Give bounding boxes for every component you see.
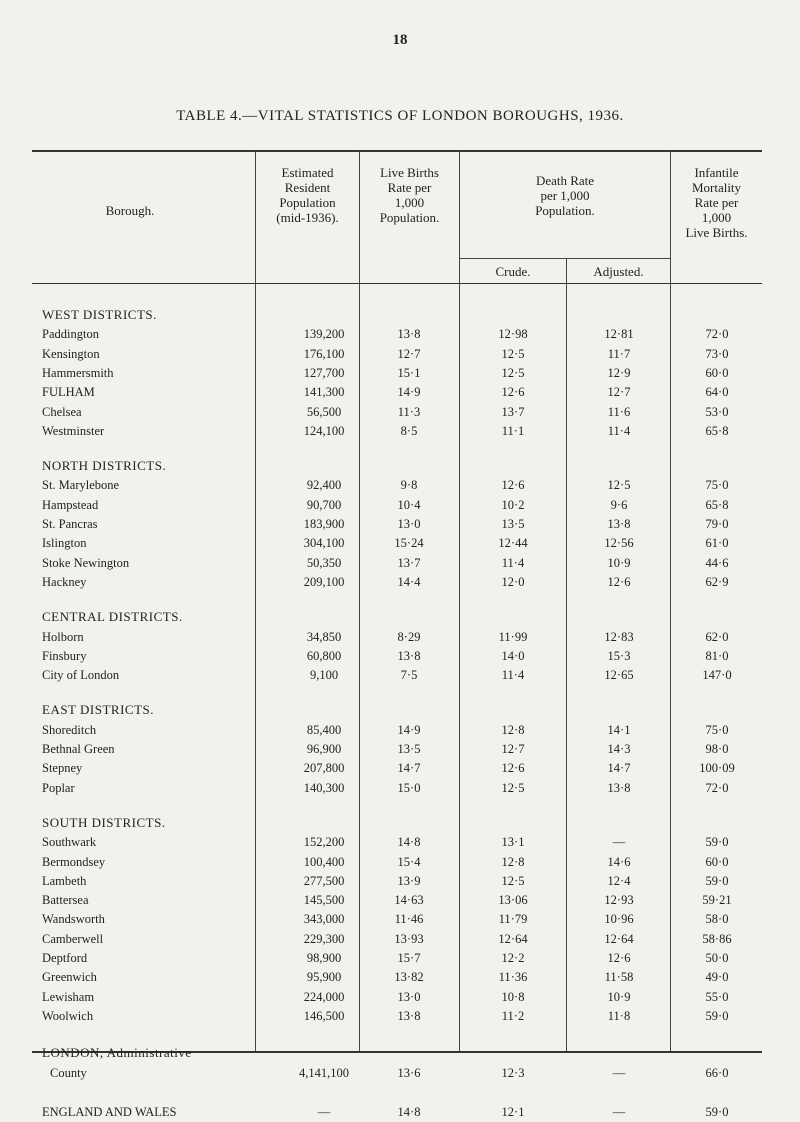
value-adj: 13·8 bbox=[607, 517, 631, 531]
value-pop: 124,100 bbox=[303, 423, 345, 438]
value-births: 9·8 bbox=[400, 478, 418, 493]
value-crude: 13·06 bbox=[498, 893, 528, 908]
header-births-line: Live Births bbox=[380, 165, 439, 180]
value-crude: 12·44 bbox=[498, 536, 528, 551]
table-row bbox=[32, 475, 762, 495]
borough-name: Woolwich bbox=[42, 1008, 94, 1023]
borough-name: Kensington bbox=[42, 346, 100, 361]
table-row bbox=[32, 324, 762, 344]
table-row bbox=[32, 890, 762, 910]
value-births: 13·6 bbox=[397, 1065, 421, 1080]
borough-name: Greenwich bbox=[42, 970, 97, 985]
value-crude: 12·8 bbox=[501, 722, 525, 737]
value-crude: 13·5 bbox=[501, 517, 525, 531]
table-row bbox=[32, 646, 762, 666]
value-inf: 59·0 bbox=[705, 1008, 729, 1023]
value-births: 12·7 bbox=[397, 346, 421, 361]
value-births: 10·4 bbox=[397, 497, 421, 512]
value-adj: 11·8 bbox=[607, 1008, 631, 1023]
value-births: 13·8 bbox=[397, 327, 421, 342]
value-births: 15·4 bbox=[397, 854, 421, 869]
borough-name: Hammersmith bbox=[42, 365, 114, 380]
header-borough: Borough. bbox=[105, 203, 155, 218]
value-crude: 11·4 bbox=[501, 555, 525, 570]
header-crude: Crude. bbox=[495, 264, 531, 279]
borough-name: Deptford bbox=[42, 951, 88, 965]
value-crude: 11·36 bbox=[498, 970, 528, 985]
value-births: 11·46 bbox=[394, 912, 424, 927]
value-births: 13·5 bbox=[397, 742, 421, 756]
value-adj: 10·9 bbox=[607, 989, 631, 1004]
table-row bbox=[32, 852, 762, 872]
header-infantile-line: Live Births. bbox=[685, 225, 748, 240]
value-births: 13·7 bbox=[397, 555, 421, 570]
value-pop: 145,500 bbox=[303, 893, 345, 908]
value-adj: 12·64 bbox=[604, 931, 634, 946]
value-births: 14·7 bbox=[397, 761, 421, 776]
value-adj: 14·3 bbox=[607, 742, 631, 756]
value-pop: 100,400 bbox=[303, 854, 345, 869]
table-row bbox=[32, 758, 762, 778]
value-adj: 10·9 bbox=[607, 555, 631, 570]
value-adj: 12·9 bbox=[607, 365, 631, 380]
value-adj: 13·8 bbox=[607, 780, 631, 795]
value-inf: 98·0 bbox=[705, 742, 729, 756]
value-pop: 207,800 bbox=[303, 761, 345, 776]
header-death-rate-line: Death Rate bbox=[535, 173, 595, 188]
value-crude: 10·8 bbox=[501, 989, 525, 1004]
borough-name: Southwark bbox=[42, 835, 97, 850]
value-inf: 55·0 bbox=[705, 989, 729, 1004]
value-pop: 95,900 bbox=[306, 970, 342, 985]
value-pop: 92,400 bbox=[306, 478, 342, 493]
value-births: 13·8 bbox=[397, 648, 421, 663]
value-adj: — bbox=[612, 835, 626, 850]
value-pop: 343,000 bbox=[303, 912, 345, 927]
section-heading: NORTH DISTRICTS. bbox=[42, 458, 167, 474]
section-heading: EAST DISTRICTS. bbox=[42, 702, 154, 718]
borough-name: Bermondsey bbox=[42, 854, 106, 869]
table-row bbox=[32, 572, 762, 592]
value-pop: 229,300 bbox=[303, 931, 345, 946]
value-adj: 12·5 bbox=[607, 478, 631, 493]
borough-name: Bethnal Green bbox=[42, 742, 115, 756]
value-crude: 12·5 bbox=[501, 365, 525, 380]
table-row bbox=[32, 495, 762, 515]
borough-name: City of London bbox=[42, 668, 120, 683]
table-title: TABLE 4.—VITAL STATISTICS OF LONDON BOROUGHS, 1936. bbox=[176, 108, 624, 124]
header-death-rate-line: Population. bbox=[535, 203, 595, 218]
value-adj: 14·6 bbox=[607, 854, 631, 869]
value-pop: 96,900 bbox=[306, 742, 342, 756]
value-crude: 12·8 bbox=[501, 854, 525, 869]
value-adj: 12·65 bbox=[604, 668, 634, 683]
value-adj: 11·7 bbox=[607, 346, 631, 361]
value-adj: 12·7 bbox=[607, 385, 631, 400]
value-births: 8·5 bbox=[400, 423, 418, 438]
value-pop: 141,300 bbox=[303, 385, 345, 400]
borough-name: Poplar bbox=[42, 780, 75, 795]
value-crude: 12·5 bbox=[501, 873, 525, 888]
table-row bbox=[32, 514, 762, 534]
london-label-line1: LONDON, Administrative bbox=[42, 1045, 192, 1061]
borough-name: Hampstead bbox=[42, 497, 99, 512]
value-adj: 12·83 bbox=[604, 629, 634, 644]
header-infantile-line: Rate per bbox=[694, 195, 739, 210]
table-row bbox=[32, 421, 762, 441]
value-adj: 9·6 bbox=[610, 497, 628, 512]
table-row bbox=[32, 402, 762, 422]
value-births: 15·7 bbox=[397, 951, 421, 965]
value-pop: 98,900 bbox=[306, 951, 342, 965]
value-adj: 12·6 bbox=[607, 574, 631, 589]
borough-name: St. Marylebone bbox=[42, 478, 120, 493]
table-row bbox=[32, 929, 762, 949]
page-number: 18 bbox=[392, 32, 408, 48]
value-pop: 9,100 bbox=[309, 668, 339, 683]
table-row bbox=[32, 363, 762, 383]
borough-name: Islington bbox=[42, 536, 87, 551]
value-crude: 12·6 bbox=[501, 385, 525, 400]
section-heading: SOUTH DISTRICTS. bbox=[42, 814, 166, 830]
value-inf: 73·0 bbox=[705, 346, 729, 361]
value-inf: 66·0 bbox=[705, 1065, 729, 1080]
value-inf: 72·0 bbox=[705, 327, 729, 342]
value-pop: 152,200 bbox=[303, 835, 345, 850]
value-pop: 277,500 bbox=[303, 873, 345, 888]
borough-name: Hackney bbox=[42, 574, 87, 589]
section-heading: CENTRAL DISTRICTS. bbox=[42, 609, 183, 625]
value-inf: 58·0 bbox=[705, 912, 729, 927]
value-inf: 53·0 bbox=[705, 404, 729, 419]
table-row bbox=[32, 871, 762, 891]
borough-name: Camberwell bbox=[42, 931, 104, 946]
header-population-line: (mid-1936). bbox=[276, 210, 339, 225]
borough-name: Finsbury bbox=[42, 648, 87, 663]
section-heading: WEST DISTRICTS. bbox=[42, 307, 157, 322]
value-inf: 65·8 bbox=[705, 497, 729, 512]
value-pop: 209,100 bbox=[303, 574, 345, 589]
value-crude: 12·98 bbox=[498, 327, 528, 342]
value-pop: 90,700 bbox=[306, 497, 342, 512]
value-inf: 50·0 bbox=[705, 951, 729, 965]
value-pop: 183,900 bbox=[303, 517, 345, 531]
value-births: 15·0 bbox=[397, 780, 421, 795]
borough-name: Holborn bbox=[42, 629, 84, 644]
borough-name: County bbox=[50, 1065, 87, 1080]
value-inf: 62·0 bbox=[705, 629, 729, 644]
value-births: 14·8 bbox=[397, 1104, 421, 1119]
value-crude: 12·6 bbox=[501, 761, 525, 776]
value-adj: 12·6 bbox=[607, 951, 631, 965]
value-crude: 12·1 bbox=[501, 1104, 525, 1119]
header-population-line: Population bbox=[279, 195, 336, 210]
value-crude: 12·64 bbox=[498, 931, 528, 946]
value-adj: 11·6 bbox=[607, 404, 631, 419]
value-crude: 12·2 bbox=[501, 951, 525, 965]
value-inf: 60·0 bbox=[705, 854, 729, 869]
header-population-line: Estimated bbox=[281, 165, 334, 180]
value-crude: 12·6 bbox=[501, 478, 525, 493]
table-row bbox=[32, 553, 762, 573]
value-births: 11·3 bbox=[397, 404, 421, 419]
value-pop: 4,141,100 bbox=[299, 1065, 349, 1080]
table-row bbox=[32, 533, 762, 553]
value-crude: 11·4 bbox=[501, 668, 525, 683]
borough-name: FULHAM bbox=[42, 385, 95, 400]
value-births: 13·82 bbox=[394, 970, 424, 985]
header-births-line: Rate per bbox=[387, 180, 432, 195]
value-inf: 61·0 bbox=[705, 536, 729, 551]
table-row bbox=[32, 739, 762, 759]
value-adj: 11·58 bbox=[604, 970, 634, 985]
header-infantile-line: Infantile bbox=[694, 165, 739, 180]
header-infantile-line: Mortality bbox=[691, 180, 742, 195]
value-inf: 58·86 bbox=[702, 931, 732, 946]
header-births-line: Population. bbox=[379, 210, 440, 225]
value-inf: 59·0 bbox=[705, 835, 729, 850]
value-adj: 10·96 bbox=[604, 912, 634, 927]
value-crude: 12·5 bbox=[501, 780, 525, 795]
value-pop: 139,200 bbox=[303, 327, 345, 342]
value-inf: 49·0 bbox=[705, 970, 729, 985]
borough-name: Westminster bbox=[42, 423, 105, 438]
value-inf: 59·0 bbox=[705, 1104, 729, 1119]
value-inf: 62·9 bbox=[705, 574, 729, 589]
value-pop: 304,100 bbox=[303, 536, 345, 551]
table-row bbox=[32, 627, 762, 647]
value-pop: — bbox=[317, 1104, 331, 1119]
value-pop: 146,500 bbox=[303, 1008, 345, 1023]
table-row bbox=[32, 1006, 762, 1026]
value-inf: 79·0 bbox=[705, 517, 729, 531]
value-inf: 81·0 bbox=[705, 648, 729, 663]
value-births: 14·4 bbox=[397, 574, 421, 589]
value-births: 8·29 bbox=[397, 629, 421, 644]
value-inf: 75·0 bbox=[705, 478, 729, 493]
value-births: 13·9 bbox=[397, 873, 421, 888]
table-row bbox=[32, 909, 762, 929]
value-adj: 12·93 bbox=[604, 893, 634, 908]
value-pop: 60,800 bbox=[306, 648, 342, 663]
table-row bbox=[32, 720, 762, 740]
table-row bbox=[32, 778, 762, 798]
header-births-line: 1,000 bbox=[394, 195, 425, 210]
value-inf: 59·0 bbox=[705, 873, 729, 888]
value-pop: 50,350 bbox=[306, 555, 342, 570]
borough-name: ENGLAND AND WALES bbox=[42, 1104, 177, 1119]
value-births: 13·0 bbox=[397, 989, 421, 1004]
value-crude: 12·3 bbox=[501, 1065, 525, 1080]
value-crude: 12·5 bbox=[501, 346, 525, 361]
value-pop: 56,500 bbox=[306, 404, 342, 419]
value-inf: 60·0 bbox=[705, 365, 729, 380]
value-inf: 64·0 bbox=[705, 385, 729, 400]
table-row bbox=[32, 967, 762, 987]
value-births: 13·93 bbox=[394, 931, 424, 946]
borough-name: Chelsea bbox=[42, 404, 82, 419]
value-births: 15·24 bbox=[394, 536, 424, 551]
value-inf: 44·6 bbox=[705, 555, 729, 570]
borough-name: Lambeth bbox=[42, 873, 87, 888]
borough-name: Stepney bbox=[42, 761, 83, 776]
borough-name: Lewisham bbox=[42, 989, 95, 1004]
value-crude: 11·2 bbox=[501, 1008, 525, 1023]
table-row bbox=[32, 665, 762, 685]
value-inf: 100·09 bbox=[699, 761, 735, 776]
value-pop: 85,400 bbox=[306, 722, 342, 737]
table-row bbox=[32, 948, 762, 968]
value-crude: 14·0 bbox=[501, 648, 525, 663]
value-births: 14·63 bbox=[394, 893, 424, 908]
value-births: 13·8 bbox=[397, 1008, 421, 1023]
value-crude: 10·2 bbox=[501, 497, 525, 512]
value-births: 14·8 bbox=[397, 835, 421, 850]
value-pop: 127,700 bbox=[303, 365, 345, 380]
table-row bbox=[32, 344, 762, 364]
borough-name: Shoreditch bbox=[42, 722, 97, 737]
value-adj: — bbox=[612, 1104, 626, 1119]
value-adj: — bbox=[612, 1065, 626, 1080]
value-births: 7·5 bbox=[400, 668, 418, 683]
value-pop: 176,100 bbox=[303, 346, 345, 361]
table-row bbox=[32, 987, 762, 1007]
value-inf: 72·0 bbox=[705, 780, 729, 795]
value-crude: 11·99 bbox=[498, 629, 528, 644]
value-pop: 34,850 bbox=[306, 629, 342, 644]
borough-name: St. Pancras bbox=[42, 517, 98, 531]
value-pop: 224,000 bbox=[303, 989, 345, 1004]
value-adj: 14·7 bbox=[607, 761, 631, 776]
borough-name: Battersea bbox=[42, 893, 89, 908]
borough-name: Wandsworth bbox=[42, 912, 105, 927]
value-inf: 147·0 bbox=[702, 668, 732, 683]
value-crude: 13·7 bbox=[501, 404, 525, 419]
value-crude: 11·1 bbox=[501, 423, 525, 438]
value-adj: 12·56 bbox=[604, 536, 634, 551]
value-adj: 15·3 bbox=[607, 648, 631, 663]
value-crude: 11·79 bbox=[498, 912, 528, 927]
value-pop: 140,300 bbox=[303, 780, 345, 795]
value-adj: 14·1 bbox=[607, 722, 631, 737]
table-row bbox=[32, 382, 762, 402]
header-population-line: Resident bbox=[284, 180, 331, 195]
value-adj: 12·4 bbox=[607, 873, 631, 888]
value-births: 14·9 bbox=[397, 385, 421, 400]
header-adjusted: Adjusted. bbox=[593, 264, 644, 279]
value-births: 14·9 bbox=[397, 722, 421, 737]
value-adj: 12·81 bbox=[604, 327, 634, 342]
value-crude: 12·0 bbox=[501, 574, 525, 589]
borough-name: Paddington bbox=[42, 327, 99, 342]
value-inf: 65·8 bbox=[705, 423, 729, 438]
table-row bbox=[32, 832, 762, 852]
value-adj: 11·4 bbox=[607, 423, 631, 438]
value-births: 15·1 bbox=[397, 365, 421, 380]
value-crude: 12·7 bbox=[501, 742, 525, 756]
value-inf: 59·21 bbox=[702, 893, 732, 908]
header-infantile-line: 1,000 bbox=[701, 210, 732, 225]
header-death-rate-line: per 1,000 bbox=[540, 188, 590, 203]
borough-name: Stoke Newington bbox=[42, 555, 130, 570]
value-inf: 75·0 bbox=[705, 722, 729, 737]
table-row-london bbox=[32, 1063, 762, 1083]
value-crude: 13·1 bbox=[501, 835, 525, 850]
value-births: 13·0 bbox=[397, 517, 421, 531]
